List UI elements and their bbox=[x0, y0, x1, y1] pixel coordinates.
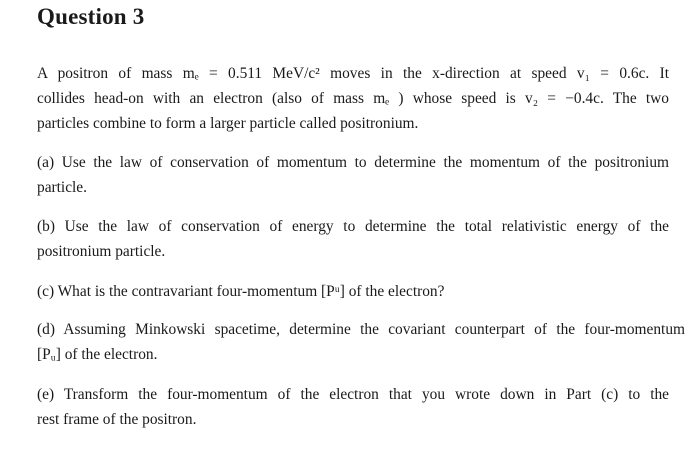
part-d-line: (d) Assuming Minkowski spacetime, determine the covariant counterpart of the four-momentum bbox=[37, 321, 685, 338]
problem-statement-line: A positron of mass mₑ = 0.511 MeV/c² moves in the x-direction at speed v₁ = 0.6c. It bbox=[37, 65, 669, 82]
part-e-line: (e) Transform the four-momentum of the electron that you wrote down in Part (c) to the bbox=[37, 386, 669, 403]
part-b-line: (b) Use the law of conservation of energy to determine the total relativistic energy of the bbox=[37, 218, 669, 235]
part-c-line: (c) What is the contravariant four-momentum [Pᵘ] of the electron? bbox=[37, 283, 445, 300]
part-a-line: particle. bbox=[37, 179, 87, 196]
problem-statement bbox=[37, 61, 669, 136]
part-a bbox=[37, 150, 669, 200]
problem-statement-line: particles combine to form a larger particle called positronium. bbox=[37, 115, 419, 132]
part-e-line: rest frame of the positron. bbox=[37, 411, 197, 428]
part-a-line: (a) Use the law of conservation of momentum to determine the momentum of the positronium bbox=[37, 154, 669, 171]
part-b bbox=[37, 214, 669, 264]
part-d-line: [Pᵤ] of the electron. bbox=[37, 346, 158, 363]
problem-statement-line: collides head-on with an electron (also of mass mₑ ) whose speed is v₂ = −0.4c. The two bbox=[37, 90, 669, 107]
part-c bbox=[37, 279, 669, 304]
part-d bbox=[37, 317, 685, 367]
part-b-line: positronium particle. bbox=[37, 243, 166, 260]
question-title: Question 3 bbox=[37, 4, 145, 29]
part-e bbox=[37, 382, 669, 432]
